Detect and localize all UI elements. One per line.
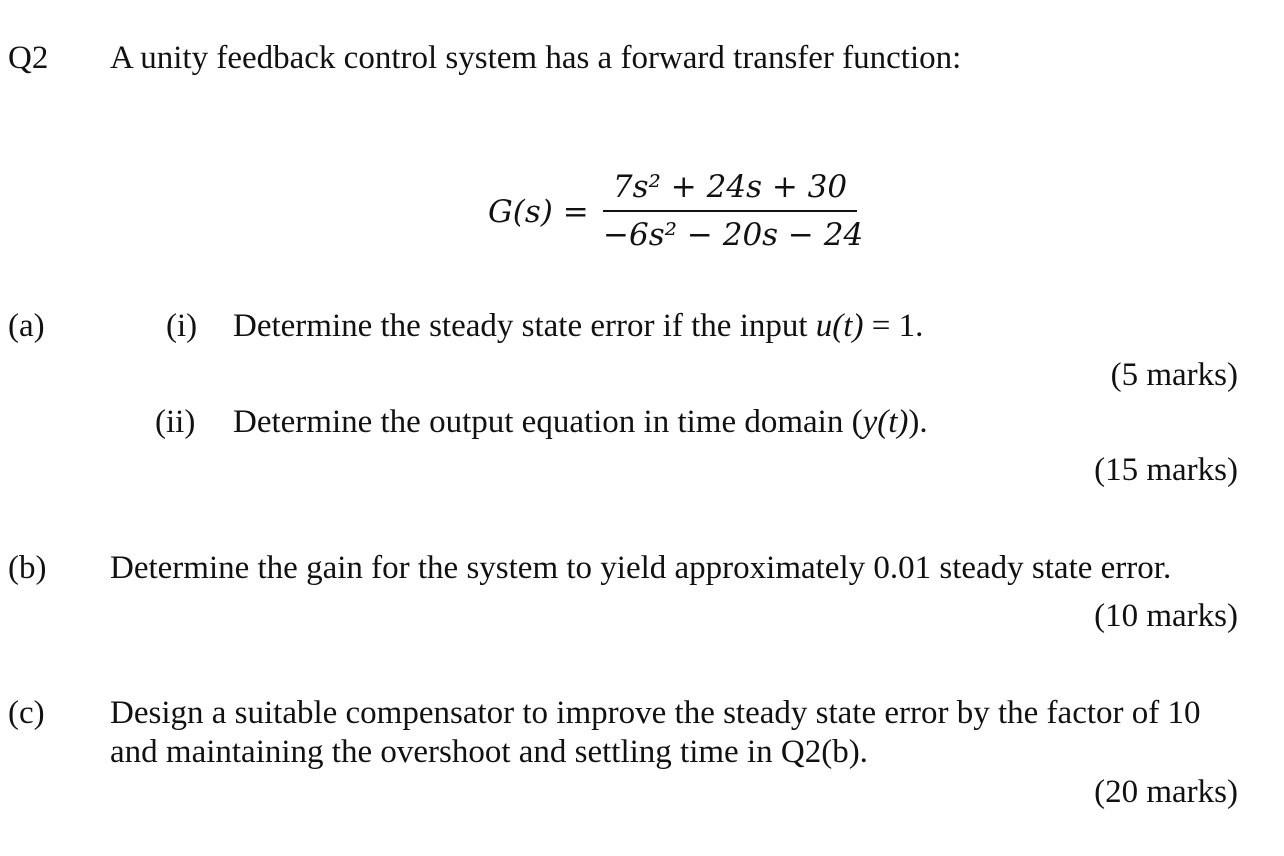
equation-denominator: −6s² − 20s − 24: [603, 217, 864, 253]
question-number: Q2: [8, 40, 49, 76]
part-b-label: (b): [8, 550, 47, 586]
part-a-ii-marks: (15 marks): [1094, 452, 1238, 488]
part-a-ii-text-before: Determine the output equation in time domain (: [233, 404, 863, 440]
part-a-ii-math: y(t): [862, 404, 909, 440]
part-c-label: (c): [8, 695, 45, 731]
part-b-text: Determine the gain for the system to yield approximately 0.01 steady state error.: [110, 550, 1172, 586]
part-a-i-math: u(t): [815, 308, 864, 344]
part-c-text-line2: and maintaining the overshoot and settling time in Q2(b).: [110, 734, 868, 770]
fraction-bar: [603, 210, 857, 212]
part-a-i-text-after: = 1.: [863, 308, 924, 344]
part-a-i-text: [233, 306, 923, 346]
part-a-i-label: (i): [166, 308, 198, 344]
equation-fraction: [603, 168, 864, 254]
equation-lhs: G(s) =: [488, 194, 589, 230]
transfer-function-equation: [488, 168, 868, 258]
equation-numerator: 7s² + 24s + 30: [612, 169, 848, 205]
part-c-marks: (20 marks): [1094, 774, 1238, 810]
part-a-label: (a): [8, 308, 45, 344]
part-a-i-text-before: Determine the steady state error if the input: [233, 308, 816, 344]
part-c-text-line1: Design a suitable compensator to improve the steady state error by the factor of 10: [110, 695, 1201, 731]
part-a-ii-label: (ii): [155, 404, 196, 440]
part-b-marks: (10 marks): [1094, 598, 1238, 634]
part-a-ii-text: [233, 402, 928, 442]
question-intro: A unity feedback control system has a forward transfer function:: [110, 40, 962, 76]
part-a-i-marks: (5 marks): [1110, 357, 1238, 393]
part-a-ii-text-after: ).: [908, 404, 928, 440]
